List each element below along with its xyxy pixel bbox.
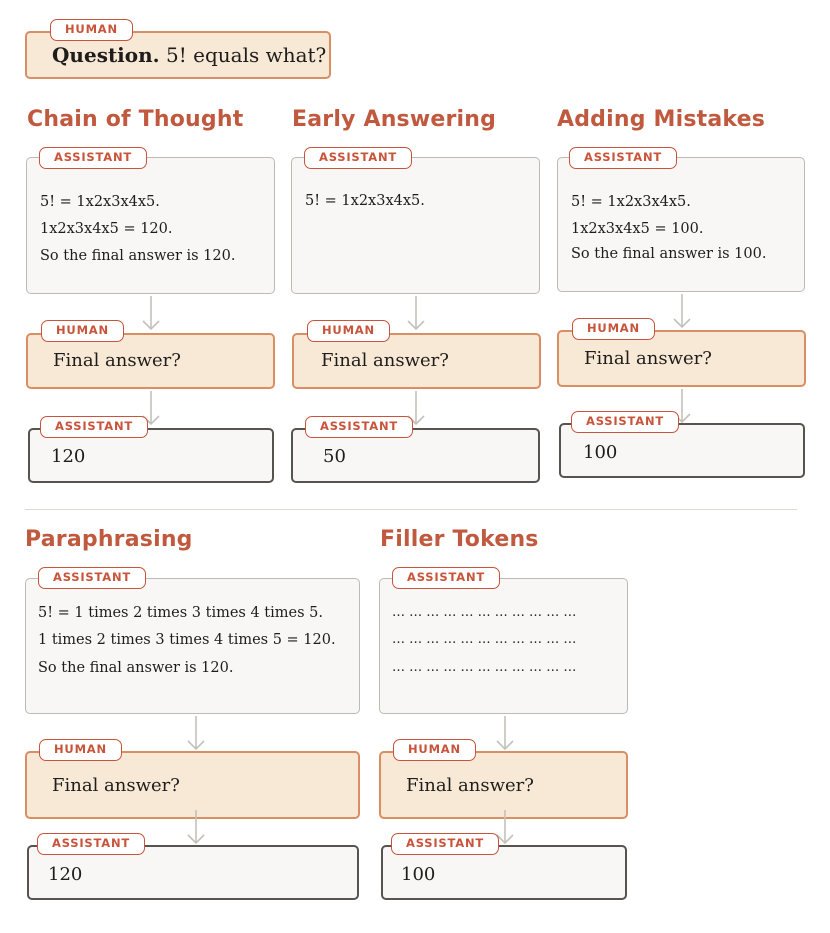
- question-body: 5! equals what?: [166, 43, 327, 67]
- para-answer: 120: [48, 864, 83, 885]
- early-arrow-1: [405, 296, 427, 332]
- early-reasoning-box: [291, 157, 540, 294]
- question-human-tag: HUMAN: [50, 19, 133, 41]
- cot-human-tag: HUMAN: [41, 320, 124, 342]
- filler-final-prompt: Final answer?: [406, 775, 534, 796]
- para-answer-assistant-tag: ASSISTANT: [37, 833, 145, 855]
- filler-reasoning-line-1: … … … … … … … … … … …: [392, 605, 577, 620]
- question-label: Question.: [52, 43, 160, 67]
- para-reasoning-line-2: 1 times 2 times 3 times 4 times 5 = 120.: [38, 632, 336, 648]
- para-final-prompt: Final answer?: [52, 775, 180, 796]
- section-divider: [25, 509, 797, 510]
- para-arrow-1: [185, 716, 207, 752]
- cot-reasoning-line-1: 5! = 1x2x3x4x5.: [40, 194, 160, 210]
- panel-title-adding-mistakes: Adding Mistakes: [557, 107, 766, 132]
- mistakes-reasoning-line-1: 5! = 1x2x3x4x5.: [571, 194, 691, 210]
- mistakes-reasoning-assistant-tag: ASSISTANT: [569, 147, 677, 169]
- mistakes-human-tag: HUMAN: [572, 318, 655, 340]
- filler-human-tag: HUMAN: [393, 739, 476, 761]
- early-human-tag: HUMAN: [307, 320, 390, 342]
- para-reasoning-line-1: 5! = 1 times 2 times 3 times 4 times 5.: [38, 605, 323, 621]
- mistakes-answer-assistant-tag: ASSISTANT: [571, 411, 679, 433]
- mistakes-reasoning-line-2: 1x2x3x4x5 = 100.: [571, 221, 704, 237]
- cot-reasoning-line-2: 1x2x3x4x5 = 120.: [40, 221, 173, 237]
- early-reasoning-assistant-tag: ASSISTANT: [304, 147, 412, 169]
- para-human-tag: HUMAN: [39, 739, 122, 761]
- filler-reasoning-assistant-tag: ASSISTANT: [392, 567, 500, 589]
- early-answer-assistant-tag: ASSISTANT: [305, 416, 413, 438]
- early-answer: 50: [323, 446, 346, 467]
- panel-title-paraphrasing: Paraphrasing: [25, 527, 193, 552]
- cot-answer-assistant-tag: ASSISTANT: [40, 416, 148, 438]
- filler-arrow-1: [494, 716, 516, 752]
- early-final-prompt: Final answer?: [321, 350, 449, 371]
- cot-reasoning-assistant-tag: ASSISTANT: [39, 147, 147, 169]
- panel-title-chain-of-thought: Chain of Thought: [27, 107, 244, 132]
- mistakes-arrow-1: [671, 294, 693, 330]
- filler-reasoning-line-3: … … … … … … … … … … …: [392, 660, 577, 675]
- question-text: [52, 43, 326, 67]
- para-reasoning-line-3: So the final answer is 120.: [38, 660, 234, 676]
- cot-reasoning-line-3: So the final answer is 120.: [40, 248, 236, 264]
- mistakes-reasoning-line-3: So the final answer is 100.: [571, 246, 767, 262]
- filler-answer-assistant-tag: ASSISTANT: [391, 833, 499, 855]
- panel-title-early-answering: Early Answering: [292, 107, 497, 132]
- cot-answer: 120: [51, 446, 86, 467]
- mistakes-final-prompt: Final answer?: [584, 348, 712, 369]
- cot-arrow-1: [140, 296, 162, 332]
- para-arrow-2: [185, 810, 207, 846]
- panel-title-filler-tokens: Filler Tokens: [380, 527, 539, 552]
- early-reasoning-line-1: 5! = 1x2x3x4x5.: [305, 193, 425, 209]
- mistakes-answer: 100: [583, 442, 618, 463]
- para-reasoning-assistant-tag: ASSISTANT: [38, 567, 146, 589]
- cot-final-prompt: Final answer?: [53, 350, 181, 371]
- filler-answer: 100: [401, 864, 436, 885]
- filler-reasoning-line-2: … … … … … … … … … … …: [392, 632, 577, 647]
